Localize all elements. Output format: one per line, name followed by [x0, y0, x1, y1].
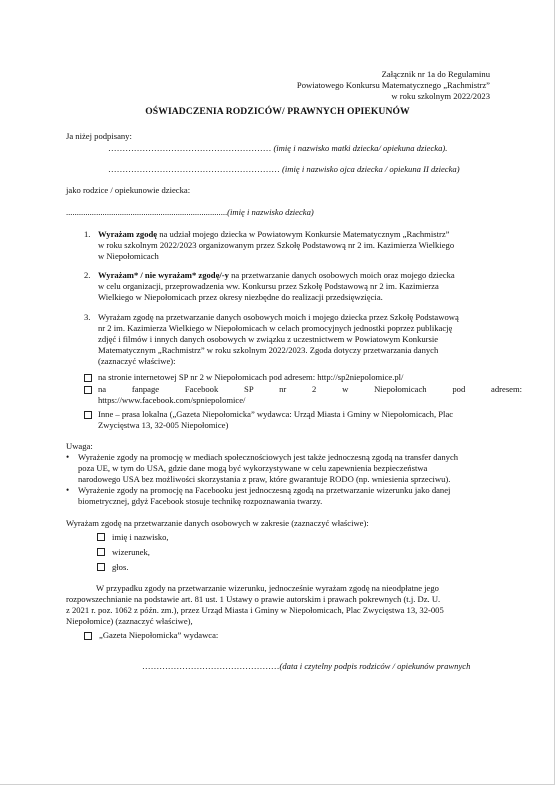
item-3-line-2: nr 2 im. Kazimierza Wielkiego w Niepołomicach w celach promocyjnych jednostki poprzez publikację — [98, 323, 453, 333]
item-3-line-4: Matematycznym „Rachmistrz” w roku szkolnym 2022/2023. Zgoda dotyczy przetwarzania danych — [98, 345, 439, 355]
scope-name-label: imię i nazwisko, — [112, 532, 169, 542]
scope-image-label: wizerunek, — [112, 547, 150, 557]
item-2-bold: Wyrażam* / nie wyrażam* zgodę/-y — [98, 270, 229, 280]
image-consent-line-3: z 2021 r. poz. 1062 z późn. zm.), przez Urząd Miasta i Gminy w Niepołomicach, Plac Zwycięstwa 13, 32-005 — [66, 605, 444, 615]
publish-facebook-line-1: na fanpage Facebook SP nr 2 w Niepołomicach pod adresem: — [98, 384, 523, 394]
father-name-line — [108, 164, 460, 175]
header-line-1: Załącznik nr 1a do Regulaminu — [381, 69, 490, 79]
document-title: OŚWIADCZENIA RODZICÓW/ PRAWNYCH OPIEKUNÓW — [145, 106, 410, 117]
scope-voice-label: głos. — [112, 562, 129, 572]
image-consent-line-2: rozpowszechnianie na podstawie art. 81 ust. 1 Ustawy o prawie autorskim i prawach pokrewnych (t.j. Dz. U. — [66, 594, 441, 604]
notice-bullet-1-line-2: poza UE, w tym do USA, gdzie dane mogą być wykorzystywane w celu zapewnienia bezpieczeństwa — [78, 463, 428, 473]
scope-image-checkbox[interactable] — [97, 548, 105, 556]
intro-signed: Ja niżej podpisany: — [66, 131, 132, 141]
item-1-line-3: w Niepołomicach — [98, 251, 159, 261]
notice-bullet-1-line-3: narodowego USA bez możliwości skorzystania z praw, które gwarantuje RODO (np. wniesienia sprzeciwu). — [78, 474, 451, 484]
item-2-line-1: na przetwarzanie danych osobowych moich oraz mojego dziecka — [228, 270, 455, 280]
mother-name-hint: (imię i nazwisko matki dziecka/ opiekuna dziecka). — [273, 143, 448, 153]
item-3-number: 3. — [84, 312, 91, 322]
child-name-hint: (imię i nazwisko dziecka) — [227, 207, 314, 217]
item-2-line-2: w celu organizacji, przeprowadzenia ww. Konkursu przez Szkołę Podstawową nr 2 im. Kazimierza — [98, 281, 439, 291]
notice-label: Uwaga: — [66, 441, 93, 451]
notice-bullet-1-marker: • — [66, 452, 70, 462]
as-parents-text: jako rodzice / opiekunowie dziecka: — [66, 185, 191, 195]
notice-bullet-2-line-1: Wyrażenie zgody na promocję na Facebooku jest jednoczesną zgodą na przetwarzanie wizerunku jako danej — [78, 485, 451, 495]
publish-facebook-checkbox[interactable] — [84, 386, 92, 394]
item-2-line-3: Wielkiego w Niepołomicach przez okresy niezbędne do realizacji przedsięwzięcia. — [98, 292, 383, 302]
item-3-text — [98, 312, 490, 367]
publish-website-label — [98, 372, 490, 383]
signature-hint: (data i czytelny podpis rodziców / opiekunów prawnych — [279, 661, 471, 671]
publish-facebook-line-2: https://www.facebook.com/spniepolomice/ — [98, 395, 246, 405]
child-name-dots: ........................................................................... — [66, 207, 228, 217]
gazeta-checkbox[interactable] — [84, 632, 92, 640]
header-line-3: w roku szkolnym 2022/2023 — [391, 91, 490, 101]
publish-press-label — [98, 409, 493, 431]
publish-website-line-1: na stronie internetowej SP nr 2 w Niepołomicach pod adresem: http://sp2niepolomice.pl/ — [98, 372, 404, 382]
item-1-line-2: w roku szkolnym 2022/2023 organizowanym przez Szkołę Podstawową nr 2 im. Kazimierza Wielkiego — [98, 240, 455, 250]
publish-press-line-1: Inne – prasa lokalna („Gazeta Niepołomicka” wydawca: Urząd Miasta i Gminy w Niepołomicach, Plac — [98, 409, 454, 419]
image-consent-line-1: W przypadku zgody na przetwarzanie wizerunku, jednocześnie wyrażam zgodę na nieodpłatne jego — [96, 583, 439, 593]
notice-bullet-2-line-2: biometrycznej, gdyż Facebook stosuje technikę rozpoznawania twarzy. — [78, 496, 323, 506]
item-2-text — [98, 270, 490, 303]
notice-bullet-2 — [78, 485, 490, 507]
scope-intro: Wyrażam zgodę na przetwarzanie danych osobowych w zakresie (zaznaczyć właściwe): — [66, 518, 369, 528]
child-name-line — [66, 207, 314, 218]
image-consent-text — [66, 583, 490, 627]
scope-name-checkbox[interactable] — [97, 533, 105, 541]
item-1-bold: Wyrażam zgodę — [98, 229, 158, 239]
publish-press-line-2: Zwycięstwa 13, 32-005 Niepołomice) — [98, 420, 229, 430]
header-line-2: Powiatowego Konkursu Matematycznego „Rachmistrz” — [296, 80, 490, 90]
image-consent-line-4: Niepołomice) (zaznaczyć właściwe), — [66, 616, 193, 626]
mother-name-dots: ………………………………………………… — [108, 143, 274, 153]
signature-line — [142, 661, 470, 672]
father-name-dots: …………………………………………………… — [108, 164, 283, 174]
item-1-number: 1. — [84, 229, 91, 239]
scope-voice-checkbox[interactable] — [97, 563, 105, 571]
gazeta-label: „Gazeta Niepołomicka” wydawca: — [99, 630, 219, 640]
item-1-text — [98, 229, 490, 262]
item-3-line-3: zdjęć i filmów i innych danych osobowych w związku z uczestnictwem w Powiatowym Konkursie — [98, 334, 439, 344]
publish-facebook-label — [98, 384, 523, 406]
signature-dots: ………………………………………… — [142, 661, 280, 671]
notice-bullet-1 — [78, 452, 490, 485]
publish-website-checkbox[interactable] — [84, 374, 92, 382]
publish-press-checkbox[interactable] — [84, 411, 92, 419]
notice-bullet-1-line-1: Wyrażenie zgody na promocję w mediach społecznościowych jest także jednoczesną zgodą na transfer danych — [78, 452, 459, 462]
item-3-line-1: Wyrażam zgodę na przetwarzanie danych osobowych moich i mojego dziecka przez Szkołę Podstawową — [98, 312, 459, 322]
item-3-line-5: (zaznaczyć właściwe): — [98, 356, 176, 366]
father-name-hint: (imię i nazwisko ojca dziecka / opiekuna II dziecka) — [282, 164, 460, 174]
item-1-line-1: na udział mojego dziecka w Powiatowym Konkursie Matematycznym „Rachmistrz” — [157, 229, 450, 239]
item-2-number: 2. — [84, 270, 91, 280]
mother-name-line — [108, 143, 447, 154]
notice-bullet-2-marker: • — [66, 485, 70, 495]
